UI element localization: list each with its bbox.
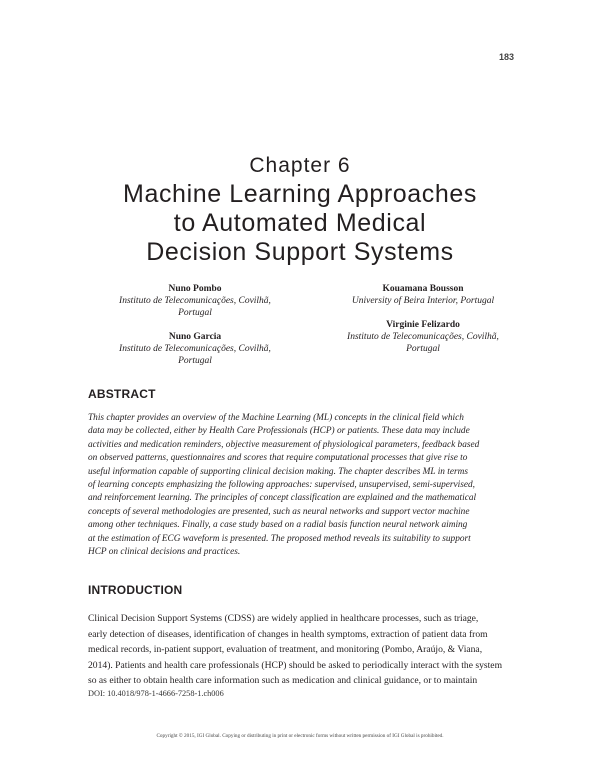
- doi: DOI: 10.4018/978-1-4666-7258-1.ch006: [88, 689, 224, 698]
- chapter-title: [0, 180, 600, 267]
- author-name: Nuno Garcia: [168, 332, 222, 342]
- abstract-line: data may be collected, either by Health Care Professionals (HCP) or patients. These data may include: [88, 426, 470, 437]
- introduction-line: so as either to obtain health care information such as medication and clinical guidance, or to maintain: [88, 675, 478, 686]
- abstract-line: useful information capable of supporting clinical decision making. The chapter describes ML in terms: [88, 466, 468, 477]
- author-name: Virginie Felizardo: [386, 320, 460, 330]
- author-affiliation: Portugal: [178, 356, 212, 366]
- introduction-line: medical records, in-patient support, evaluation of treatment, and monitoring (Pombo, Araújo, & Viana,: [88, 644, 483, 655]
- author-block: [320, 283, 526, 307]
- abstract-heading: ABSTRACT: [88, 387, 156, 401]
- author-affiliation: Instituto de Telecomunicações, Covilhã,: [119, 296, 271, 306]
- introduction-line: Clinical Decision Support Systems (CDSS) are widely applied in healthcare processes, such as triage,: [88, 613, 479, 624]
- author-affiliation: Portugal: [178, 308, 212, 318]
- page-number: 183: [498, 52, 514, 62]
- abstract-line: of learning concepts emphasizing the following approaches: supervised, unsupervised, semi-supervised,: [88, 480, 475, 491]
- abstract-line: and reinforcement learning. The principles of concept classification are explained and the mathematical: [88, 493, 477, 504]
- abstract-line: at the estimation of ECG waveform is presented. The proposed method reveals its suitability to support: [88, 533, 471, 544]
- author-block: [97, 283, 293, 319]
- abstract-line: on observed patterns, questionnaires and scores that require computational processes that give rise to: [88, 453, 468, 464]
- author-block: [97, 331, 293, 367]
- abstract-line: among other techniques. Finally, a case study based on a radial basis function neural network aiming: [88, 520, 468, 531]
- abstract-text: [88, 412, 515, 559]
- introduction-line: 2014). Patients and health care professionals (HCP) should be asked to periodically interact with the system: [88, 659, 503, 671]
- chapter-title-line: Decision Support Systems: [146, 238, 454, 266]
- copyright-notice: Copyright © 2015, IGI Global. Copying or distributing in print or electronic forms without written permission of IGI Global is prohibited.: [156, 733, 444, 739]
- abstract-line: This chapter provides an overview of the Machine Learning (ML) concepts in the clinical field which: [88, 413, 464, 423]
- introduction-text: [88, 611, 516, 689]
- author-affiliation: Portugal: [406, 344, 440, 354]
- introduction-line: early detection of diseases, identification of changes in health symptoms, extraction of patient data from: [88, 628, 488, 640]
- abstract-line: activities and medication reminders, objective measurement of physiological parameters, feedback based: [88, 439, 480, 450]
- author-affiliation: University of Beira Interior, Portugal: [351, 296, 495, 306]
- chapter-title-line: Machine Learning Approaches: [123, 180, 477, 208]
- author-name: Kouamana Bousson: [382, 284, 464, 294]
- author-name: Nuno Pombo: [168, 284, 222, 294]
- author-block: [320, 319, 526, 355]
- chapter-title-line: to Automated Medical: [173, 209, 427, 237]
- abstract-line: concepts of several methodologies are presented, such as neural networks and support vector machine: [88, 506, 470, 517]
- introduction-heading: INTRODUCTION: [88, 583, 183, 597]
- abstract-line: HCP on clinical decisions and practices.: [88, 547, 241, 558]
- author-affiliation: Instituto de Telecomunicações, Covilhã,: [347, 332, 499, 342]
- chapter-label: Chapter 6: [249, 154, 351, 177]
- author-affiliation: Instituto de Telecomunicações, Covilhã,: [119, 344, 271, 354]
